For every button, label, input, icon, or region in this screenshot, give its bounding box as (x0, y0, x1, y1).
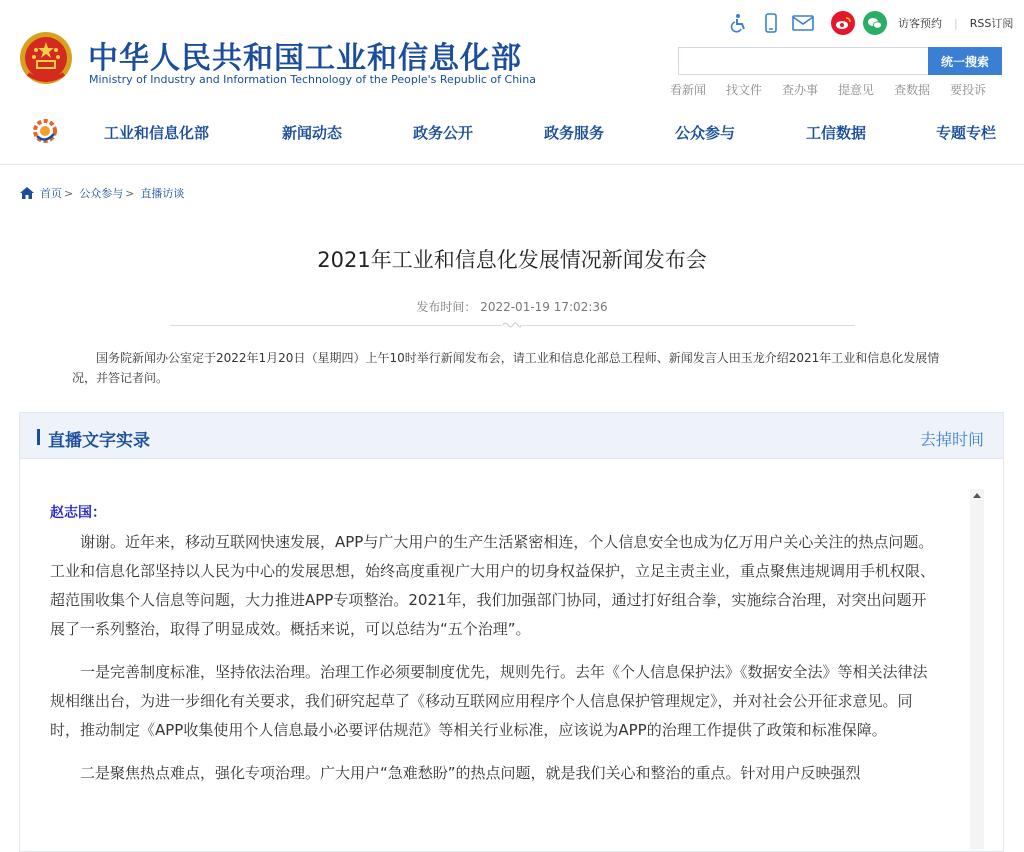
quick-link-services[interactable]: 查办事 (782, 83, 819, 97)
quick-links (670, 81, 1006, 98)
accessibility-icon[interactable] (726, 10, 752, 36)
visitor-appointment-link[interactable]: 访客预约 (898, 17, 942, 30)
nav-item-ministry[interactable]: 工业和信息化部 (104, 124, 210, 142)
nav-item-data[interactable]: 工信数据 (806, 124, 867, 142)
breadcrumb-live-interview[interactable]: 直播访谈 (140, 187, 185, 200)
quick-link-news[interactable]: 看新闻 (670, 83, 707, 97)
scroll-up-arrow-icon[interactable] (973, 493, 981, 498)
top-link-separator: | (954, 16, 958, 30)
transcript-paragraph: 二是聚焦热点难点，强化专项治理。广大用户“急难愁盼”的热点问题，就是我们关心和整治的重点。针对用户反映强烈 (80, 764, 861, 782)
speaker-name: 赵志国： (50, 505, 106, 521)
breadcrumb-separator: > (125, 186, 135, 200)
wechat-icon[interactable] (862, 10, 888, 36)
unified-search-button[interactable]: 统一搜索 (928, 47, 1002, 75)
search-input[interactable] (678, 47, 928, 75)
quick-link-data[interactable]: 查数据 (894, 83, 931, 97)
breadcrumb-home[interactable]: 首页 (40, 187, 62, 200)
transcript-paragraph: 谢谢。近年来，移动互联网快速发展，APP与广大用户的生产生活紧密相连，个人信息安全也成为亿万用户关心关注的热点问题。工业和信息化部坚持以人民为中心的发展思想，始终高度重视广大用户的切身权益保护，立足主责主业，重点聚焦违规调用手机权限、超范围收集个人信息等问题，大力推进APP专项整治。2021年，我们加强部门协同，通过打好组合拳，实施综合治理，对突出问题开展了一系列整治，取得了明显成效。概括来说，可以总结为“五个治理”。 (50, 533, 936, 638)
mobile-icon[interactable] (758, 10, 784, 36)
transcript-paragraph: 一是完善制度标准，坚持依法治理。治理工作必须要制度优先，规则先行。去年《个人信息保护法》《数据安全法》等相关法律法规相继出台，为进一步细化有关要求，我们研究起草了《移动互联网应用程序个人信息保护管理规定》，并对社会公开征求意见。同时，推动制定《APP收集使用个人信息最小必要评估规范》等相关行业标准，应该说为APP的治理工作提供了政策和标准保障。 (50, 663, 928, 739)
rss-subscribe-link[interactable]: RSS订阅 (969, 17, 1014, 30)
site-header (0, 0, 1024, 165)
live-transcript-panel (19, 412, 1004, 852)
nav-item-services[interactable]: 政务服务 (544, 124, 605, 142)
article-title: 2021年工业和信息化发展情况新闻发布会 (317, 248, 707, 272)
transcript-content (20, 485, 960, 802)
title-accent-bar (37, 429, 40, 445)
nav-item-special-topics[interactable]: 专题专栏 (936, 124, 997, 142)
quick-link-feedback[interactable]: 提意见 (838, 83, 875, 97)
divider-wave-icon (502, 321, 522, 329)
nav-item-news[interactable]: 新闻动态 (282, 124, 343, 142)
quick-link-complaint[interactable]: 要投诉 (950, 83, 987, 97)
nav-item-public-participation[interactable]: 公众参与 (675, 124, 736, 142)
top-utility-bar (726, 10, 1013, 36)
breadcrumb (20, 185, 184, 201)
ministry-gear-icon[interactable] (32, 118, 58, 144)
quick-link-documents[interactable]: 找文件 (726, 83, 763, 97)
publish-time: 2022-01-19 17:02:36 (480, 300, 608, 314)
publish-info (0, 298, 1024, 315)
home-icon[interactable] (20, 187, 34, 199)
transcript-scrollbar[interactable] (970, 489, 984, 849)
mail-icon[interactable] (790, 10, 816, 36)
remove-time-toggle[interactable]: 去掉时间 (919, 430, 984, 449)
publish-label: 发布时间： (416, 300, 477, 314)
article-intro: 国务院新闻办公室定于2022年1月20日（星期四）上午10时举行新闻发布会，请工业和信息化部总工程师、新闻发言人田玉龙介绍2021年工业和信息化发展情况，并答记者问。 (72, 351, 940, 385)
nav-item-gov-affairs[interactable]: 政务公开 (413, 124, 474, 142)
breadcrumb-separator: > (64, 186, 74, 200)
live-transcript-header (20, 413, 1003, 459)
site-title[interactable]: 中华人民共和国工业和信息化部 (88, 41, 522, 76)
breadcrumb-public-participation[interactable]: 公众参与 (79, 187, 124, 200)
site-subtitle: Ministry of Industry and Information Technology of the People's Republic of China (89, 73, 536, 86)
live-transcript-title: 直播文字实录 (48, 431, 150, 451)
national-emblem-logo[interactable] (18, 30, 74, 88)
main-nav (0, 110, 1024, 154)
weibo-icon[interactable] (830, 10, 856, 36)
